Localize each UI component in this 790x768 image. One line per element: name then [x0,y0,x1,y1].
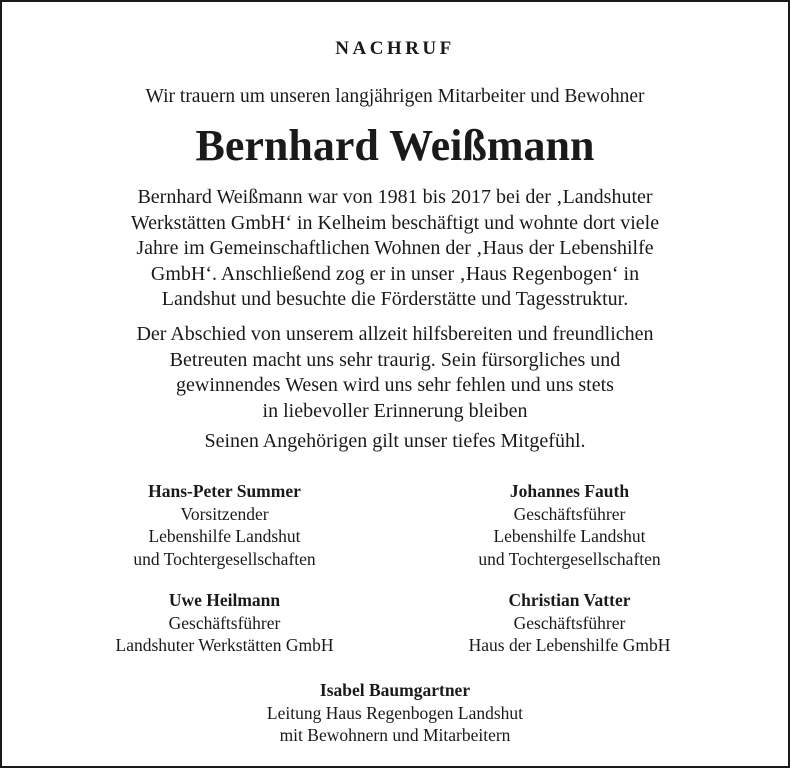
signatory-role: Vorsitzender [180,503,269,524]
text-line: gewinnendes Wesen wird uns sehr fehlen und uns stets [176,374,614,396]
text-line: Betreuten macht uns sehr traurig. Sein fürsorgliches und [169,348,621,371]
signatory-org: Landshuter Werkstätten GmbH [115,635,334,655]
signatory-org: und Tochtergesellschaften [133,548,316,569]
text-line: Der Abschied von unserem allzeit hilfsbereiten und freundlichen [136,323,654,345]
signature-block [42,589,407,657]
signatory-role: Geschäftsführer [513,612,626,633]
signatory-org: Lebenshilfe Landshut [148,526,301,546]
text-line: Bernhard Weißmann war von 1981 bis 2017 bei der ‚Landshuter [137,186,653,208]
biography-paragraph [2,185,788,313]
text-line: GmbH‘. Anschließend zog er in unser ‚Haus Regenbogen‘ in [150,262,640,285]
intro-line: Wir trauern um unseren langjährigen Mitarbeiter und Bewohner [145,86,645,107]
signature-block [2,679,788,747]
text-line: Jahre im Gemeinschaftlichen Wohnen der ‚Haus der Lebenshilfe [136,237,654,259]
signature-block [387,589,752,657]
deceased-name: Bernhard Weißmann [195,121,595,170]
text-line: in liebevoller Erinnerung bleiben [262,399,528,422]
signature-block [42,480,407,570]
signatory-org: und Tochtergesellschaften [478,548,661,569]
signature-block [387,480,752,570]
signatory-role: Geschäftsführer [168,612,281,633]
signatory-name: Uwe Heilmann [168,590,281,610]
signatory-org: mit Bewohnern und Mitarbeitern [279,725,511,745]
signatory-name: Isabel Baumgartner [319,680,471,700]
signatory-role: Leitung Haus Regenbogen Landshut [266,702,524,723]
notice-heading: NACHRUF [335,38,455,59]
signatory-org: Lebenshilfe Landshut [493,526,646,546]
signatory-name: Johannes Fauth [509,481,630,501]
text-line: Landshut und besuchte die Förderstätte und Tagesstruktur. [161,288,629,310]
signatory-org: Haus der Lebenshilfe GmbH [468,635,671,655]
signatory-name: Hans-Peter Summer [148,481,301,501]
farewell-paragraph [2,322,788,424]
signatory-name: Christian Vatter [508,590,631,610]
condolence-line: Seinen Angehörigen gilt unser tiefes Mitgefühl. [204,430,586,452]
text-line: Werkstätten GmbH‘ in Kelheim beschäftigt und wohnte dort viele [130,211,660,234]
signatory-role: Geschäftsführer [513,503,626,524]
